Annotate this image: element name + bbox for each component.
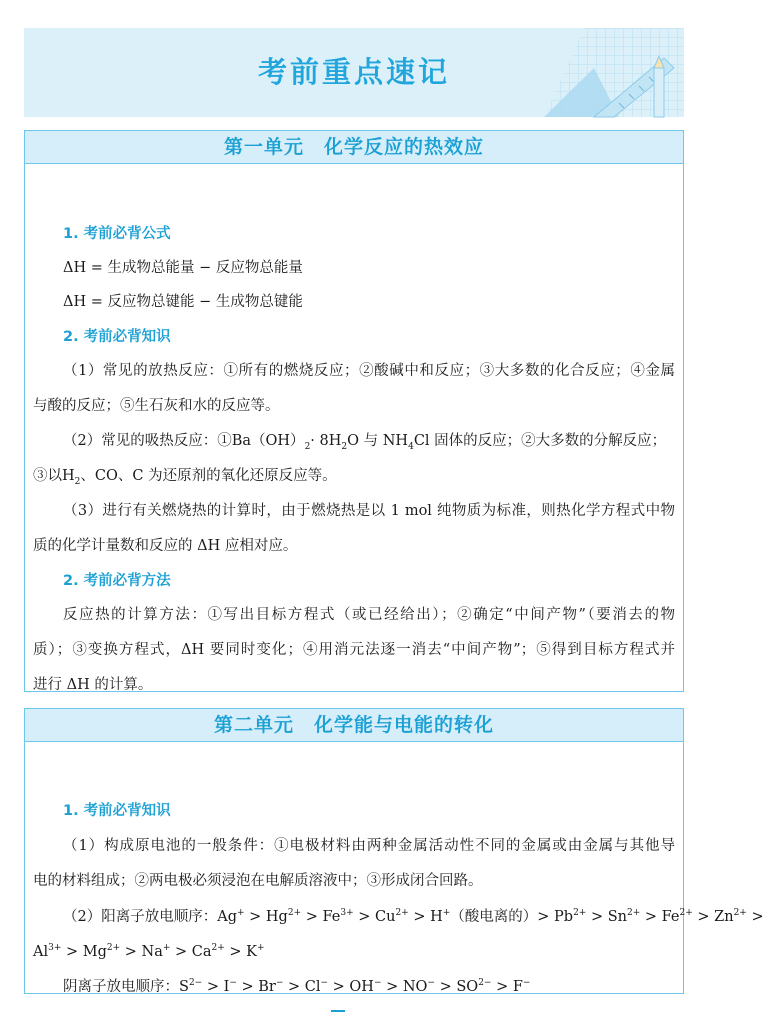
unit1-formula-2: ΔH = 反应物总键能 − 生成物总键能 (63, 294, 303, 310)
ion-charge: − (522, 978, 531, 989)
ion-symbol: S (179, 979, 189, 995)
unit2-anion-line (63, 977, 675, 997)
unit1-heading-knowledge: 2. 考前必背知识 (63, 329, 171, 345)
text-span: 阴离子放电顺序： (63, 979, 179, 995)
ion-symbol: > Zn (692, 909, 734, 925)
unit1-title: 第一单元 化学反应的热效应 (25, 131, 683, 164)
ion-charge: 2− (188, 978, 203, 989)
unit1-p1-line2: 与酸的反应；⑤生石灰和水的反应等。 (33, 398, 280, 414)
unit2-heading-knowledge: 1. 考前必背知识 (63, 803, 171, 819)
unit1-p3-line1: （3）进行有关燃烧热的计算时，由于燃烧热是以 1 mol 纯物质为标准，则热化学方程式中物 (63, 503, 675, 519)
ion-symbol: > Cu (353, 909, 396, 925)
ion-charge: 2+ (733, 908, 747, 919)
ion-charge: + (257, 943, 265, 954)
subscript: 2 (304, 441, 311, 452)
ion-charge: 2+ (679, 908, 693, 919)
cation-sequence-1 (217, 909, 763, 925)
ion-symbol: > Mg (61, 944, 107, 960)
ion-symbol: Al (33, 944, 49, 960)
ion-charge: + (162, 943, 171, 954)
ion-symbol: > Ca (170, 944, 212, 960)
unit1-heading-methods: 2. 考前必背方法 (63, 573, 171, 589)
unit1-p2-line1 (63, 431, 675, 451)
ion-symbol: Ag (217, 909, 237, 925)
ion-symbol: > OH (328, 979, 374, 995)
unit1-p2-line2 (33, 466, 675, 486)
unit2-p1-line1: （1）构成原电池的一般条件：①电极材料由两种金属活动性不同的金属或由金属与其他导 (63, 838, 675, 854)
text-span: ③以H (33, 468, 75, 484)
cation-sequence-2 (33, 944, 265, 960)
ion-symbol: > K (224, 944, 258, 960)
ion-charge: 2+ (287, 908, 302, 919)
ion-charge: + (442, 908, 451, 919)
ion-symbol: （酸电离的）> Pb (450, 909, 574, 925)
ruler-pencil-decoration (524, 28, 684, 117)
ion-symbol: > Cl (283, 979, 321, 995)
ion-symbol: > F (491, 979, 523, 995)
unit1-heading-formulas: 1. 考前必背公式 (63, 226, 171, 242)
ion-charge: 3+ (48, 943, 62, 954)
subscript: 4 (408, 441, 414, 452)
unit1-p1-line1: （1）常见的放热反应：①所有的燃烧反应；②酸碱中和反应；③大多数的化合反应；④金属 (63, 363, 675, 379)
title-banner (24, 28, 684, 117)
ion-symbol: > NO (381, 979, 428, 995)
ion-charge: + (237, 908, 245, 919)
text-span: （2）常见的吸热反应：①Ba（OH） (63, 433, 305, 449)
text-span: （2）阳离子放电顺序： (63, 909, 218, 925)
ion-symbol: > Sn (586, 909, 627, 925)
text-span: · 8H (310, 433, 342, 449)
unit1-formula-1: ΔH = 生成物总能量 − 反应物总能量 (63, 260, 303, 276)
text-span: 、CO、C 为还原剂的氧化还原反应等。 (80, 468, 337, 484)
anion-sequence (179, 979, 530, 995)
ion-symbol: > (746, 909, 764, 925)
unit1-section (24, 130, 684, 692)
ion-charge: − (373, 978, 382, 989)
ion-charge: − (320, 978, 329, 989)
unit2-p1-line2: 电的材料组成；②两电极必须浸泡在电解质溶液中；③形成闭合回路。 (33, 873, 483, 889)
ion-symbol: > Br (236, 979, 276, 995)
subscript: 2 (74, 476, 81, 487)
ion-charge: − (275, 978, 284, 989)
ion-charge: 2+ (627, 908, 641, 919)
ion-charge: 2+ (106, 943, 121, 954)
unit1-method-line2: 质）；③变换方程式，ΔH 要同时变化；④用消元法逐一消去“中间产物”；⑤得到目标方程式并 (33, 642, 675, 658)
text-span: O 与 NH (347, 433, 409, 449)
unit2-cation-line1 (63, 907, 764, 927)
ion-symbol: > Hg (244, 909, 288, 925)
ion-charge: 2+ (395, 908, 409, 919)
unit1-method-line1: 反应热的计算方法：①写出目标方程式（或已经给出）；②确定“中间产物”（要消去的物 (63, 607, 675, 623)
unit2-title: 第二单元 化学能与电能的转化 (25, 709, 683, 742)
ion-charge: − (229, 978, 237, 989)
ion-charge: 2+ (573, 908, 587, 919)
ion-symbol: > I (202, 979, 230, 995)
ion-charge: − (427, 978, 435, 989)
ion-symbol: > SO (435, 979, 479, 995)
ion-symbol: > Na (120, 944, 163, 960)
ion-symbol: > Fe (640, 909, 680, 925)
unit1-p3-line2: 质的化学计量数和反应的 ΔH 应相对应。 (33, 538, 298, 554)
ion-symbol: > H (408, 909, 443, 925)
unit2-section (24, 708, 764, 995)
ion-charge: 3+ (340, 908, 354, 919)
unit2-cation-line2 (33, 942, 675, 962)
page-number-mark (331, 1010, 345, 1012)
ion-charge: 2− (478, 978, 492, 989)
unit1-method-line3: 进行 ΔH 的计算。 (33, 677, 153, 693)
page-title: 考前重点速记 (257, 55, 450, 89)
ion-charge: 2+ (211, 943, 225, 954)
ion-symbol: > Fe (301, 909, 341, 925)
subscript: 2 (341, 441, 348, 452)
text-span: Cl 固体的反应；②大多数的分解反应； (413, 433, 667, 449)
